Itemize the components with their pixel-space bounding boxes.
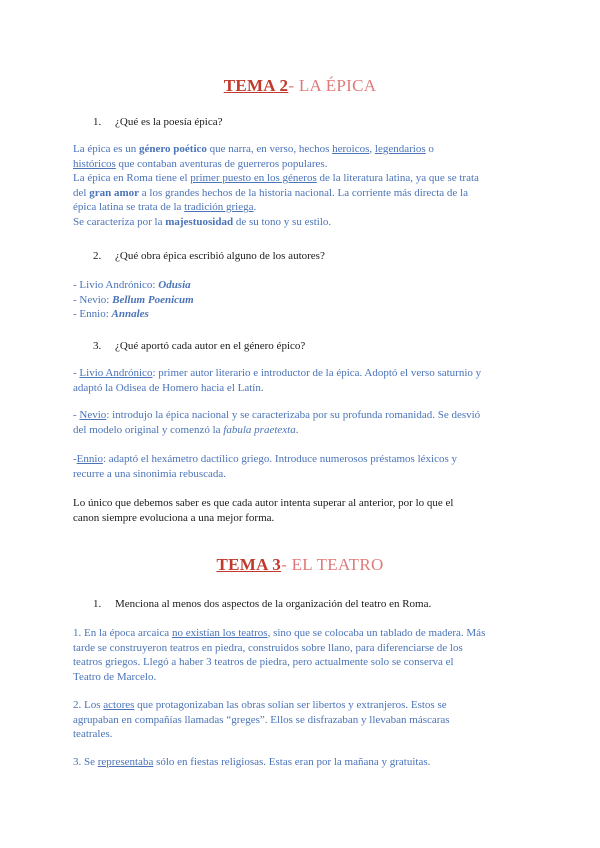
tema2-subject: - LA ÉPICA <box>288 76 377 95</box>
tema2-label: TEMA 2 <box>223 76 289 95</box>
question-2 <box>93 250 325 262</box>
tema3-label: TEMA 3 <box>216 555 282 574</box>
answer-3-ennio: -Ennio: adaptó el hexámetro dactílico griego. Introduce numerosos préstamos léxicos y recurre a una sinonimia rebuscada. <box>73 453 457 480</box>
tema3-answer-1: 1. En la época arcaica no existían los teatros, sino que se colocaba un tablado de madera. Más tarde se construyeron teatros en piedra, construidos sobre llano, para diferenciarse de los teatros griegos. Llegó a haber 3 teatros de piedra, pero actualmente solo se conserva el Teatro de Marcelo. <box>73 627 486 683</box>
tema3-question-1-number: 1. <box>93 598 102 610</box>
answer-1-line-5: épica latina se trata de la tradición griega. <box>73 201 257 214</box>
answer-2-item: - Ennio: Annales <box>73 308 149 321</box>
answer-1-line-2: históricos que contaban aventuras de guerreros populares. <box>73 157 328 170</box>
question-2-number: 2. <box>93 250 102 262</box>
tema3-question-1-text: Menciona al menos dos aspectos de la organización del teatro en Roma. <box>115 598 432 610</box>
answer-1-line-6: Se caracteriza por la majestuosidad de su tono y su estilo. <box>73 215 332 228</box>
tema3-subject: - EL TEATRO <box>281 555 384 574</box>
question-1-number: 1. <box>93 116 102 128</box>
answer-1 <box>73 142 533 230</box>
tema3-answer-2: 2. Los actores que protagonizaban las obras solían ser libertos y extranjeros. Estos se agrupaban en compañías llamadas “greges”. Ellos se disfrazaban y llevaban máscaras teatrales. <box>73 699 450 741</box>
answer-2-item: - Nevio: Bellum Poenicum <box>73 293 194 306</box>
question-2-text: ¿Qué obra épica escribió alguno de los autores? <box>115 250 325 262</box>
tema3-answer-3: 3. Se representaba sólo en fiestas religiosas. Estas eran por la mañana y gratuitas. <box>73 756 431 768</box>
question-3 <box>93 340 305 352</box>
question-1 <box>93 116 223 128</box>
answer-3-livio: - Livio Andrónico: primer autor literario e introductor de la épica. Adoptó el verso saturnio y adaptó la Odisea de Homero hacia el Latín. <box>73 367 482 394</box>
answer-2-item: - Livio Andrónico: Odusia <box>73 279 191 291</box>
tema3-title <box>0 555 600 575</box>
answer-1-line-3: La épica en Roma tiene el primer puesto en los géneros de la literatura latina, ya que se trata <box>73 172 479 185</box>
answer-1-line-1: La épica es un género poético que narra, en verso, hechos heroicos, legendarios o <box>73 143 434 155</box>
tema2-title <box>0 76 600 96</box>
answer-2 <box>73 278 533 322</box>
question-3-text: ¿Qué aportó cada autor en el género épico? <box>115 340 306 352</box>
tema3-question-1 <box>93 598 431 610</box>
answer-1-line-4: del gran amor a los grandes hechos de la historia nacional. La corriente más directa de la <box>73 186 468 199</box>
answer-3-nevio: - Nevio: introdujo la épica nacional y se caracterizaba por su profunda romanidad. Se desvió del modelo original y comenzó la fabula praetexta. <box>73 409 481 436</box>
answer-3-conclusion: Lo único que debemos saber es que cada autor intenta superar al anterior, por lo que el canon siempre evoluciona a una mejor forma. <box>73 497 454 524</box>
question-3-number: 3. <box>93 340 102 352</box>
question-1-text: ¿Qué es la poesía épica? <box>115 116 223 128</box>
